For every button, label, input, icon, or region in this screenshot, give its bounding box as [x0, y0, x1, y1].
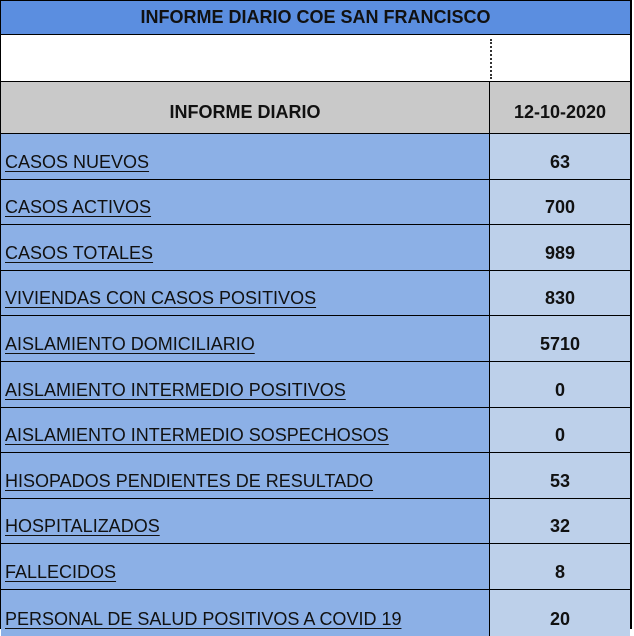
row-label: HOSPITALIZADOS: [1, 499, 490, 544]
table-row: [1, 180, 630, 226]
table-row: [1, 544, 630, 590]
row-label: CASOS NUEVOS: [1, 134, 490, 179]
row-value: 0: [490, 408, 630, 453]
data-rows: [1, 134, 630, 636]
row-value: 5710: [490, 316, 630, 361]
report-title: INFORME DIARIO COE SAN FRANCISCO: [1, 1, 630, 35]
row-label: FALLECIDOS: [1, 544, 490, 589]
row-label: AISLAMIENTO INTERMEDIO SOSPECHOSOS: [1, 408, 490, 453]
blank-row: [1, 35, 630, 82]
row-value: 8: [490, 544, 630, 589]
table-row: [1, 134, 630, 180]
row-label: CASOS TOTALES: [1, 225, 490, 270]
table-row: [1, 225, 630, 271]
table-row: [1, 408, 630, 454]
row-label: VIVIENDAS CON CASOS POSITIVOS: [1, 271, 490, 316]
table-row: [1, 271, 630, 317]
row-value: 830: [490, 271, 630, 316]
table-row: [1, 316, 630, 362]
row-value: 700: [490, 180, 630, 225]
row-value: 989: [490, 225, 630, 270]
row-value: 63: [490, 134, 630, 179]
dotted-divider: [490, 39, 492, 79]
row-label: PERSONAL DE SALUD POSITIVOS A COVID 19: [1, 590, 490, 636]
row-value: 0: [490, 362, 630, 407]
row-label: AISLAMIENTO DOMICILIARIO: [1, 316, 490, 361]
row-label: AISLAMIENTO INTERMEDIO POSITIVOS: [1, 362, 490, 407]
header-date: 12-10-2020: [513, 102, 607, 122]
row-label: HISOPADOS PENDIENTES DE RESULTADO: [1, 453, 490, 498]
table-row: [1, 499, 630, 545]
header-row: [1, 82, 630, 134]
row-value: 20: [490, 590, 630, 636]
row-label: CASOS ACTIVOS: [1, 180, 490, 225]
row-value: 53: [490, 453, 630, 498]
header-label: INFORME DIARIO: [1, 82, 490, 133]
table-row: [1, 590, 630, 636]
table-row: [1, 453, 630, 499]
table-row: [1, 362, 630, 408]
row-value: 32: [490, 499, 630, 544]
